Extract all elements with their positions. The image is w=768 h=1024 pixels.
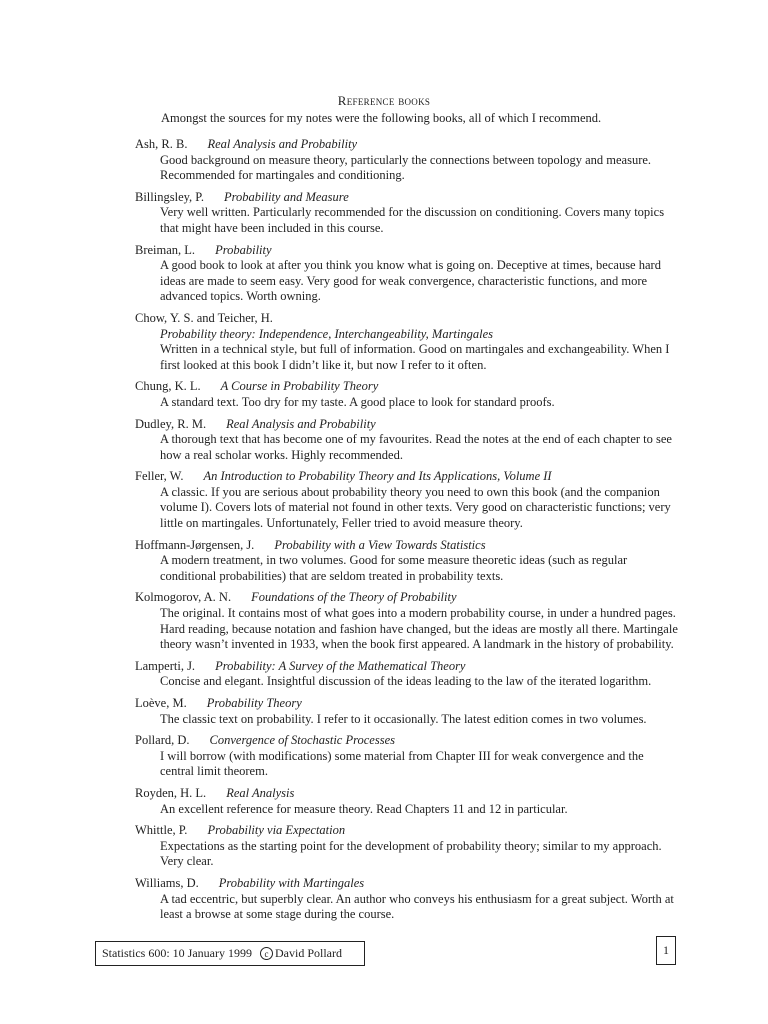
reference-author: Feller, W. (135, 469, 184, 484)
reference-author: Chung, K. L. (135, 379, 201, 394)
reference-heading (135, 469, 680, 485)
reference-list (135, 137, 680, 929)
reference-item (135, 538, 680, 585)
reference-item (135, 469, 680, 531)
reference-book-title: A Course in Probability Theory (220, 379, 379, 394)
reference-description: Expectations as the starting point for the development of probability theory; similar to my approach. Very clear. (160, 838, 662, 869)
reference-heading (135, 786, 680, 802)
reference-description: A standard text. Too dry for my taste. A good place to look for standard proofs. (160, 394, 555, 409)
reference-heading (135, 876, 680, 892)
footer-course-date: Statistics 600: 10 January 1999 (102, 946, 252, 960)
reference-book-title: Probability: A Survey of the Mathematical Theory (215, 658, 466, 673)
reference-book-title: Probability Theory (206, 696, 302, 710)
reference-item (135, 137, 680, 184)
reference-heading (135, 243, 680, 259)
reference-description: A good book to look at after you think you know what is going on. Deceptive at times, because hard ideas are made to seem easy. Very good for weak convergence, characteristic functions, and more advanced topics. Worth owning. (160, 258, 661, 304)
reference-item (135, 379, 680, 410)
reference-item (135, 823, 680, 870)
reference-heading (135, 379, 680, 395)
reference-description: A thorough text that has become one of my favourites. Read the notes at the end of each chapter to see how a real scholar works. Highly recommended. (160, 432, 672, 462)
intro-text: Amongst the sources for my notes were the following books, all of which I recommend. (161, 111, 602, 125)
reference-item (135, 696, 680, 727)
reference-description: Very well written. Particularly recommended for the discussion on conditioning. Covers many topics that might have been included in this course. (160, 205, 665, 235)
reference-book-title: Real Analysis and Probability (226, 416, 376, 431)
reference-item (135, 786, 680, 817)
reference-book-title: Real Analysis (226, 785, 295, 800)
reference-book-title: An Introduction to Probability Theory and Its Applications, Volume II (203, 469, 552, 484)
reference-author: Dudley, R. M. (135, 416, 207, 431)
reference-item (135, 876, 680, 923)
reference-author: Kolmogorov, A. N. (135, 590, 232, 605)
page-number: 1 (656, 936, 676, 965)
reference-description: An excellent reference for measure theory. Read Chapters 11 and 12 in particular. (160, 801, 568, 816)
reference-item (135, 243, 680, 305)
reference-item (135, 190, 680, 237)
reference-heading (135, 590, 680, 606)
reference-description: Good background on measure theory, particularly the connections between topology and measure. Recommended for martingales and conditioning. (160, 152, 652, 183)
reference-author: Pollard, D. (135, 733, 190, 748)
page-title: Reference books (337, 93, 431, 108)
reference-description: I will borrow (with modifications) some material from Chapter III for weak convergence and the central limit theorem. (160, 748, 644, 779)
reference-item (135, 590, 680, 652)
reference-heading (135, 659, 680, 675)
reference-heading (135, 538, 680, 554)
reference-book-title: Real Analysis and Probability (207, 137, 358, 151)
reference-author: Breiman, L. (135, 242, 196, 257)
reference-book-title: Probability with Martingales (218, 875, 365, 890)
reference-heading (135, 190, 680, 206)
reference-author: Loève, M. (135, 696, 187, 710)
reference-description: The original. It contains most of what goes into a modern probability course, in under a hundred pages. Hard reading, because notation and fashion have changed, but the ideas are mostly all there. Martingale theory wasn’t invented in 1933, when the book first appeared. A landmark in the history of probability. (160, 606, 678, 652)
reference-book-title: Probability (215, 242, 272, 257)
reference-book-title: Convergence of Stochastic Processes (209, 733, 395, 748)
footer-box (95, 941, 365, 966)
reference-book-title: Probability theory: Independence, Interchangeability, Martingales (160, 326, 494, 341)
footer-author: David Pollard (275, 946, 342, 960)
reference-heading (135, 696, 680, 712)
reference-item (135, 659, 680, 690)
reference-item (135, 311, 680, 373)
reference-heading (135, 137, 680, 153)
reference-item (135, 417, 680, 464)
copyright-icon: c (260, 947, 273, 960)
reference-book-title: Probability with a View Towards Statistics (274, 537, 486, 552)
reference-author: Billingsley, P. (135, 189, 204, 204)
reference-heading (135, 733, 680, 749)
reference-book-title: Probability and Measure (224, 189, 349, 204)
reference-description: Concise and elegant. Insightful discussion of the ideas leading to the law of the iterated logarithm. (160, 674, 652, 689)
reference-description: A tad eccentric, but superbly clear. An author who conveys his enthusiasm for a great subject. Worth at least a browse at some stage during the course. (160, 891, 674, 922)
reference-author: Lamperti, J. (135, 658, 196, 673)
reference-description: A modern treatment, in two volumes. Good for some measure theoretic ideas (such as regular conditional probabilities) that are seldom treated in probability texts. (160, 553, 628, 583)
reference-author: Chow, Y. S. and Teicher, H. (135, 310, 273, 325)
reference-heading (135, 417, 680, 433)
reference-book-title: Foundations of the Theory of Probability (251, 590, 457, 605)
reference-author: Ash, R. B. (135, 137, 188, 151)
reference-author: Royden, H. L. (135, 785, 207, 800)
reference-author: Hoffmann-Jørgensen, J. (135, 537, 255, 552)
reference-heading (135, 823, 680, 839)
reference-author: Whittle, P. (135, 823, 188, 838)
reference-description: Written in a technical style, but full of information. Good on martingales and exchangeability. When I first looked at this book I didn’t like it, but now I refer to it often. (160, 342, 670, 372)
reference-description: A classic. If you are serious about probability theory you need to own this book (and the companion volume I). Covers lots of material not found in other texts. Very good on characteristic functions; very little on martingales. Unfortunately, Feller tried to avoid measure theory. (160, 484, 671, 531)
reference-heading (135, 311, 680, 342)
reference-book-title: Probability via Expectation (207, 823, 346, 838)
reference-author: Williams, D. (135, 875, 199, 890)
reference-description: The classic text on probability. I refer to it occasionally. The latest edition comes in two volumes. (160, 711, 647, 726)
reference-item (135, 733, 680, 780)
